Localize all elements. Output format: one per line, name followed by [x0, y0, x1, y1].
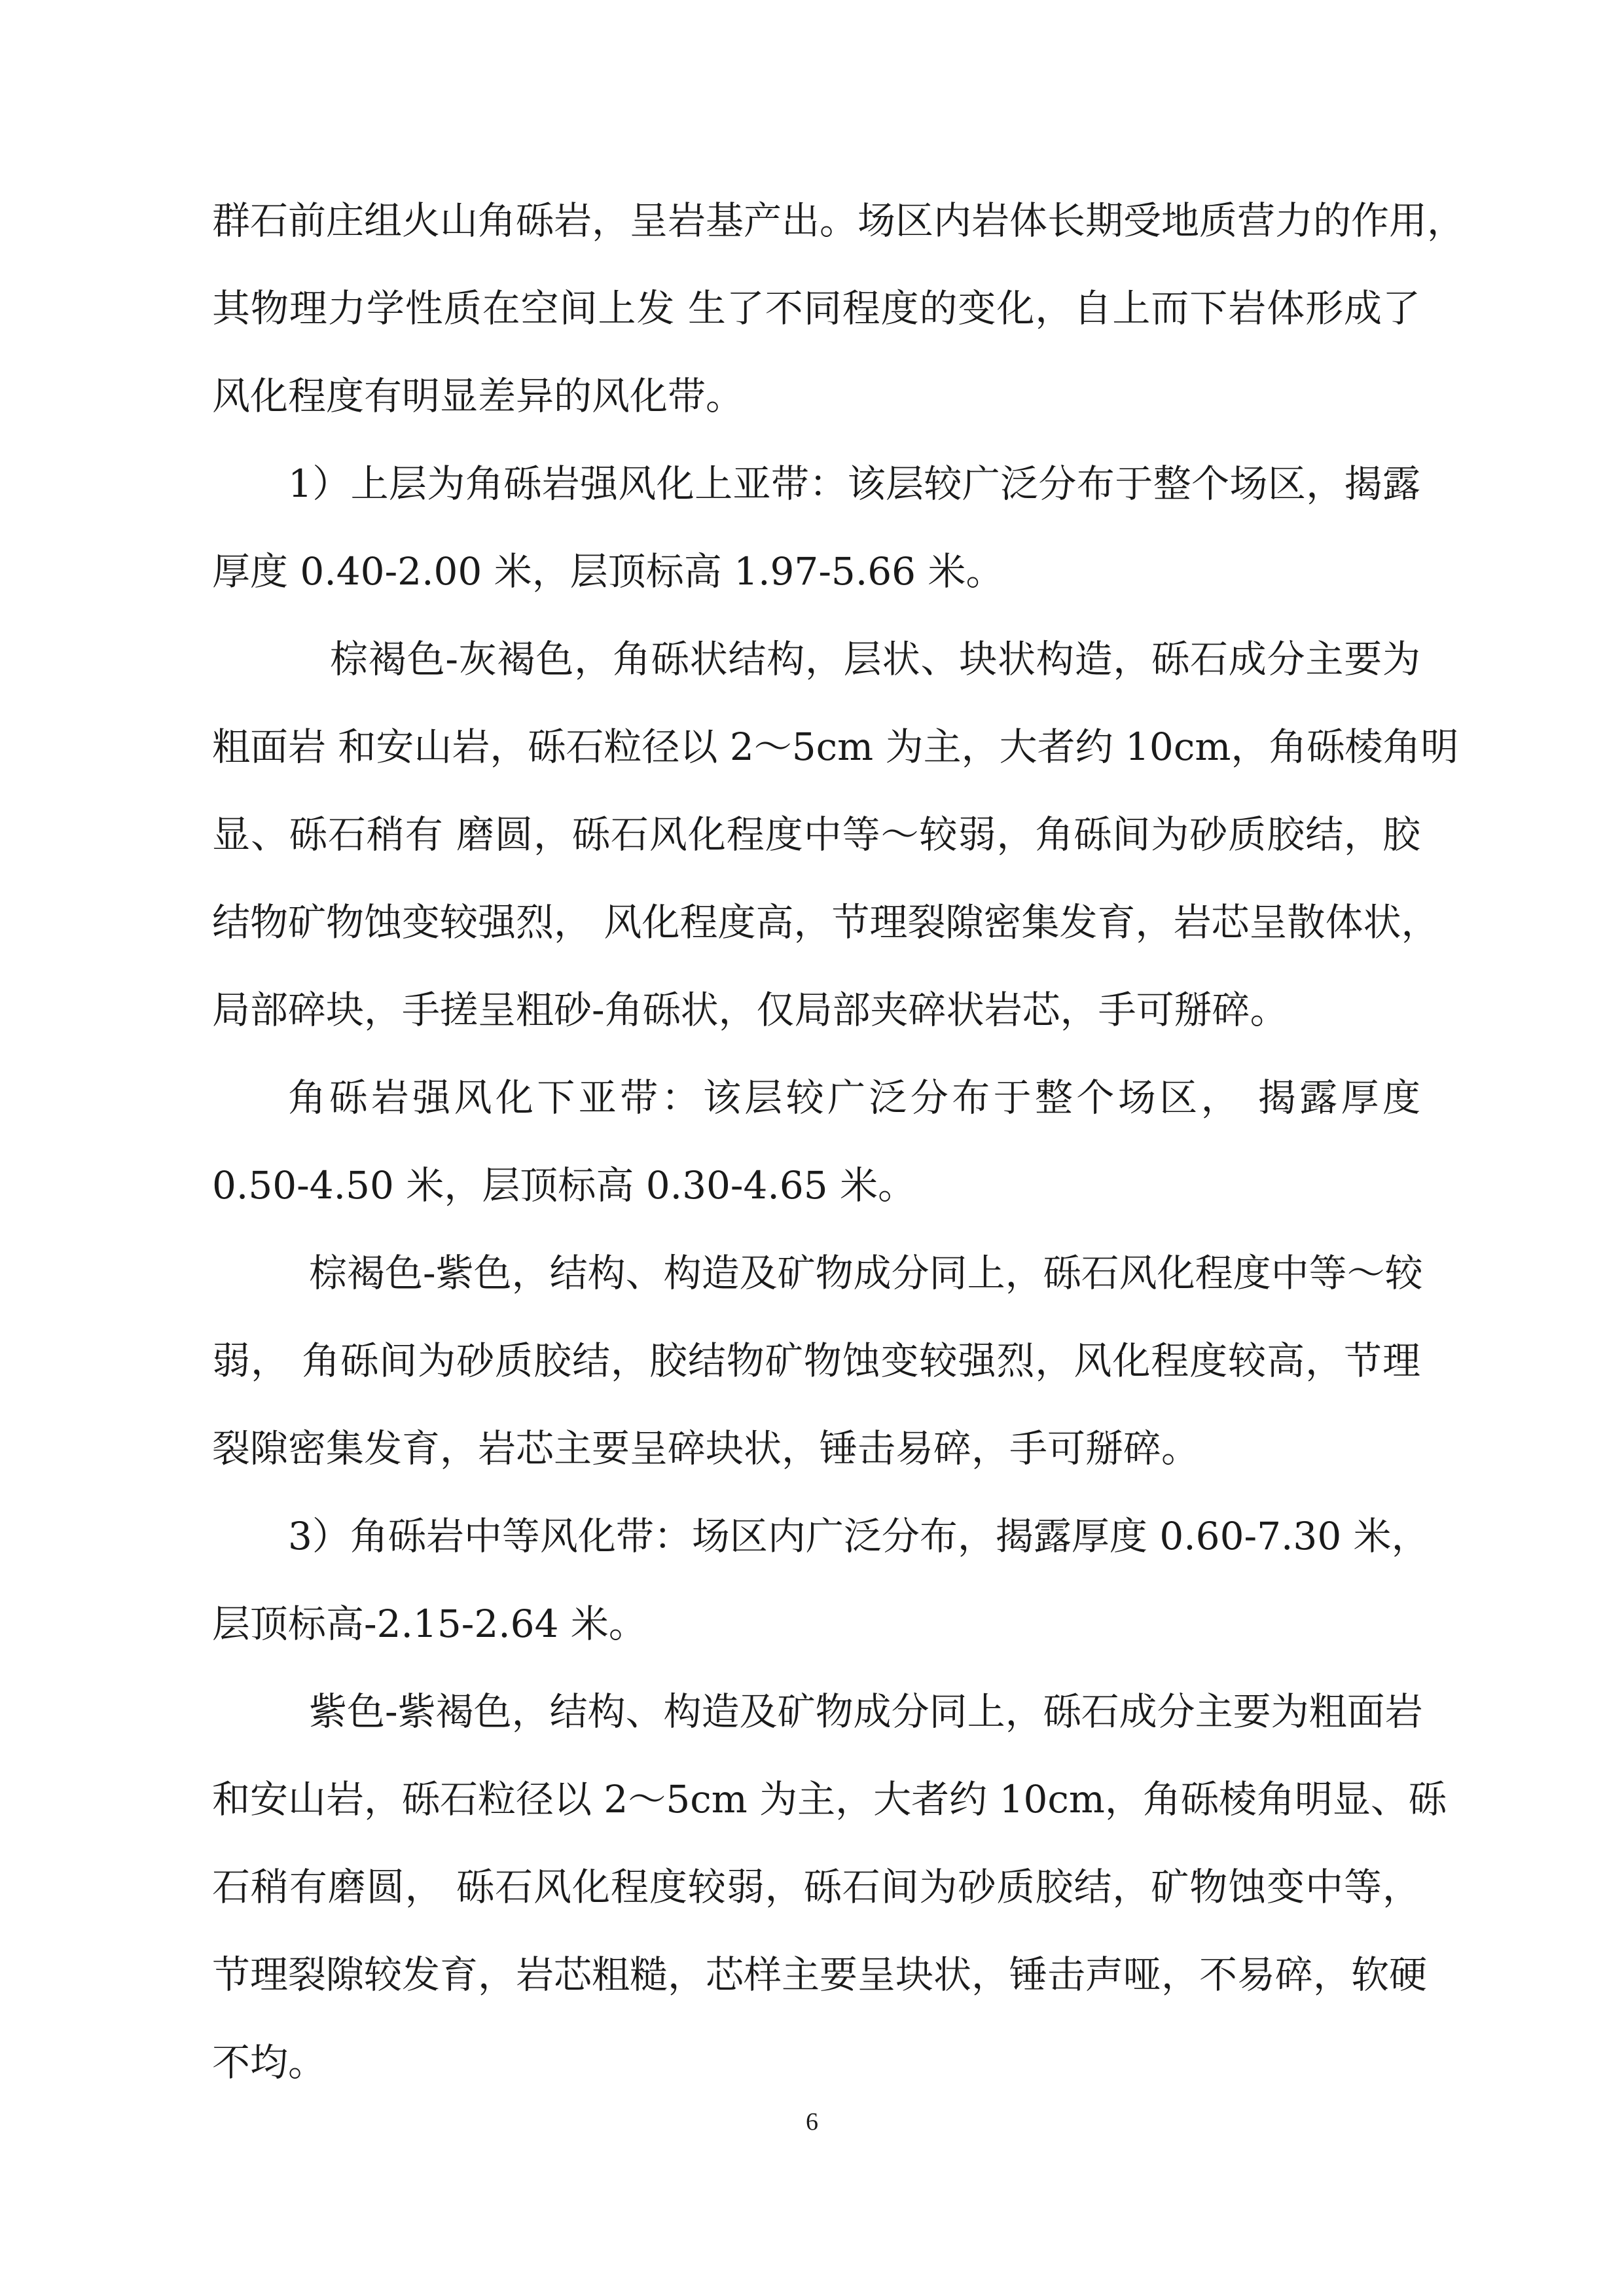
text-line-5: 厚度 0.40-2.00 米，层顶标高 1.97-5.66 米。	[212, 549, 1004, 594]
text-line-14: 弱， 角砾间为砂质胶结，胶结物矿物蚀变较强烈，风化程度较高，节理	[212, 1338, 1420, 1383]
text-line-16: 3）角砾岩中等风化带：场区内广泛分布，揭露厚度 0.60-7.30 米，	[288, 1514, 1430, 1558]
text-line-9: 结物矿物蚀变较强烈， 风化程度高，节理裂隙密集发育，岩芯呈散体状，	[212, 900, 1439, 944]
text-line-6: 棕褐色-灰褐色，角砾状结构，层状、块状构造，砾石成分主要为	[330, 637, 1420, 681]
text-line-22: 不均。	[212, 2040, 327, 2085]
text-line-17: 层顶标高-2.15-2.64 米。	[212, 1602, 647, 1646]
text-line-18: 紫色-紫褐色，结构、构造及矿物成分同上，砾石成分主要为粗面岩	[309, 1689, 1423, 1734]
text-line-21: 节理裂隙较发育，岩芯粗糙，芯样主要呈块状，锤击声哑，不易碎，软硬	[212, 1952, 1428, 1997]
text-line-11: 角砾岩强风化下亚带：该层较广泛分布于整个场区， 揭露厚度	[288, 1075, 1420, 1120]
text-line-20: 石稍有磨圆， 砾石风化程度较弱，砾石间为砂质胶结，矿物蚀变中等，	[212, 1865, 1420, 1909]
text-line-4: 1）上层为角砾岩强风化上亚带：该层较广泛分布于整个场区，揭露	[288, 461, 1420, 506]
text-line-1: 群石前庄组火山角砾岩，呈岩基产出。场区内岩体长期受地质营力的作用，	[212, 198, 1466, 243]
text-line-3: 风化程度有明显差异的风化带。	[212, 374, 744, 418]
page-number: 6	[806, 2108, 818, 2136]
text-line-2: 其物理力学性质在空间上发 生了不同程度的变化，自上而下岩体形成了	[212, 286, 1420, 331]
text-line-12: 0.50-4.50 米，层顶标高 0.30-4.65 米。	[212, 1163, 916, 1208]
text-line-10: 局部碎块，手搓呈粗砂-角砾状，仅局部夹碎状岩芯，手可掰碎。	[212, 988, 1288, 1032]
text-line-8: 显、砾石稍有 磨圆，砾石风化程度中等～较弱，角砾间为砂质胶结，胶	[212, 812, 1420, 857]
document-body	[212, 177, 1466, 2106]
text-line-7: 粗面岩 和安山岩，砾石粒径以 2～5cm 为主，大者约 10cm，角砾棱角明	[212, 725, 1459, 769]
text-line-15: 裂隙密集发育，岩芯主要呈碎块状，锤击易碎，手可掰碎。	[212, 1426, 1200, 1471]
text-line-19: 和安山岩，砾石粒径以 2～5cm 为主，大者约 10cm，角砾棱角明显、砾	[212, 1777, 1447, 1821]
text-line-13: 棕褐色-紫色，结构、构造及矿物成分同上，砾石风化程度中等～较	[309, 1251, 1423, 1295]
